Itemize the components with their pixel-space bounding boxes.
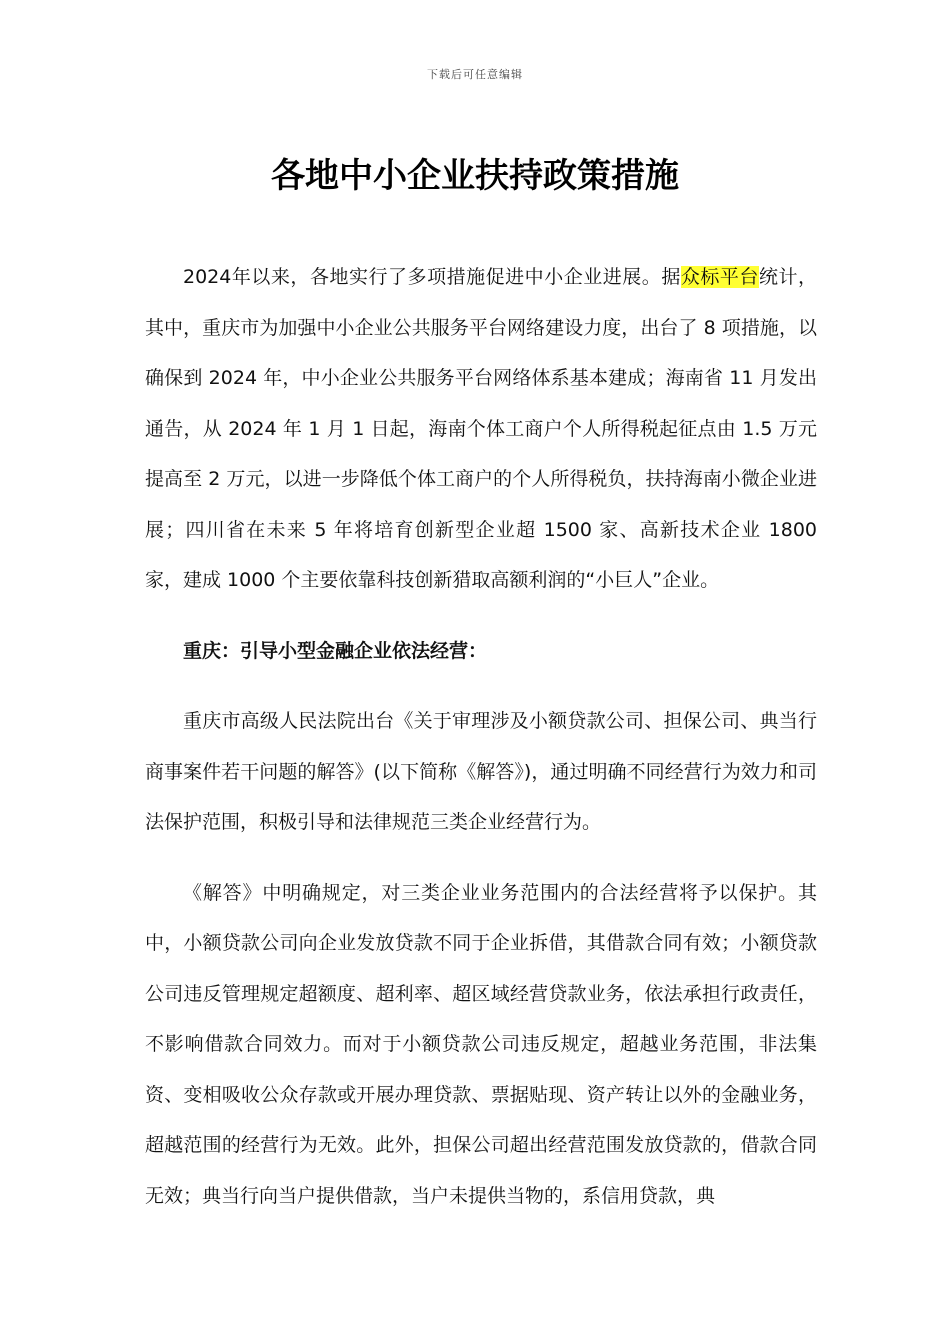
paragraph-3: 《解答》中明确规定，对三类企业业务范围内的合法经营将予以保护。其中，小额贷款公司向企业发放贷款不同于企业拆借，其借款合同有效；小额贷款公司违反管理规定超额度、超利率、超区域经营贷款业务，依法承担行政责任，不影响借款合同效力。而对于小额贷款公司违反规定，超越业务范围，非法集资、变相吸收公众存款或开展办理贷款、票据贴现、资产转让以外的金融业务，超越范围的经营行为无效。此外，担保公司超出经营范围发放贷款的，借款合同无效；典当行向当户提供借款，当户未提供当物的，系信用贷款，典 — [145, 881, 817, 1207]
highlighted-text: 众标平台 — [680, 266, 759, 288]
intro-text-start: 2024年以来，各地实行了多项措施促进中小企业进展。据 — [183, 266, 681, 288]
intro-text-rest: 统计，其中，重庆市为加强中小企业公共服务平台网络建设力度，出台了 8 项措施，以确保到 2024 年，中小企业公共服务平台网络体系基本建成；海南省 11 月发出通告，从 2024 年 1 月 1 日起，海南个体工商户个人所得税起征点由 1.5 万元提高至 2 万元，以进一步降低个体工商户的个人所得税负，扶持海南小微企业进展；四川省在未来 5 年将培育创新型企业超 1500 家、高新技术企业 1800 家，建成 1000 个主要依靠科技创新猎取高额利润的“小巨人”企业。 — [145, 266, 817, 591]
header-note: 下载后可任意编辑 — [427, 68, 523, 81]
intro-paragraph — [145, 252, 817, 606]
section-heading: 重庆：引导小型金融企业依法经营： — [183, 639, 488, 662]
document-title: 各地中小企业扶持政策措施 — [271, 156, 679, 196]
paragraph-2: 重庆市高级人民法院出台《关于审理涉及小额贷款公司、担保公司、典当行商事案件若干问题的解答》(以下简称《解答》)，通过明确不同经营行为效力和司法保护范围，积极引导和法律规范三类企业经营行为。 — [145, 710, 817, 833]
document-body — [145, 252, 817, 1221]
